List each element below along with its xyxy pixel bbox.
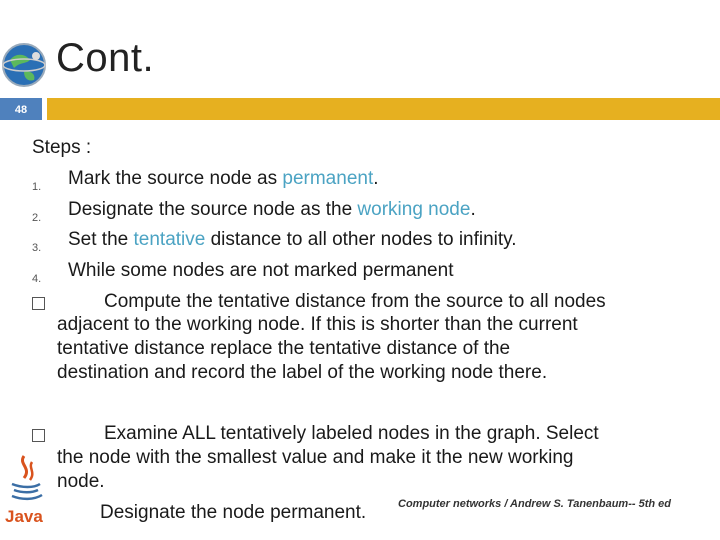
step-1: Mark the source node as permanent. (68, 168, 379, 189)
bullet-2-line-2: the node with the smallest value and make it the new working (57, 447, 574, 468)
java-logo-icon (4, 452, 48, 526)
term-tentative: tentative (133, 229, 206, 250)
step-number: 1. (32, 181, 42, 193)
bullet-1-line-4: destination and record the label of the working node there. (57, 362, 548, 383)
globe-logo-icon (0, 42, 48, 88)
java-wordmark: Java (5, 507, 43, 526)
footer-credit: Computer networks / Andrew S. Tanenbaum-- 5th ed (398, 498, 671, 510)
step-2: Designate the source node as the working node. (68, 199, 476, 220)
step-number: 4. (32, 273, 42, 285)
step-number: 3. (32, 242, 42, 254)
header-band (47, 98, 720, 120)
term-permanent: permanent (282, 168, 374, 189)
page-number-badge: 48 (0, 98, 42, 120)
step-4: While some nodes are not marked permanent (68, 260, 454, 281)
steps-heading: Steps : (32, 137, 92, 158)
bullet-box-icon (32, 297, 45, 310)
final-line: Designate the node permanent. (100, 502, 367, 523)
bullet-2-line-3: node. (57, 471, 105, 492)
step-3: Set the tentative distance to all other nodes to infinity. (68, 229, 517, 250)
step-number: 2. (32, 212, 42, 224)
bullet-2-line-1: Examine ALL tentatively labeled nodes in the graph. Select (104, 423, 599, 444)
term-working-node: working node (357, 199, 471, 220)
bullet-1-line-3: tentative distance replace the tentative distance of the (57, 338, 511, 359)
bullet-1-line-1: Compute the tentative distance from the source to all nodes (104, 291, 606, 312)
bullet-box-icon (32, 429, 45, 442)
bullet-1-line-2: adjacent to the working node. If this is shorter than the current (57, 314, 578, 335)
slide-title: Cont. (56, 36, 155, 80)
